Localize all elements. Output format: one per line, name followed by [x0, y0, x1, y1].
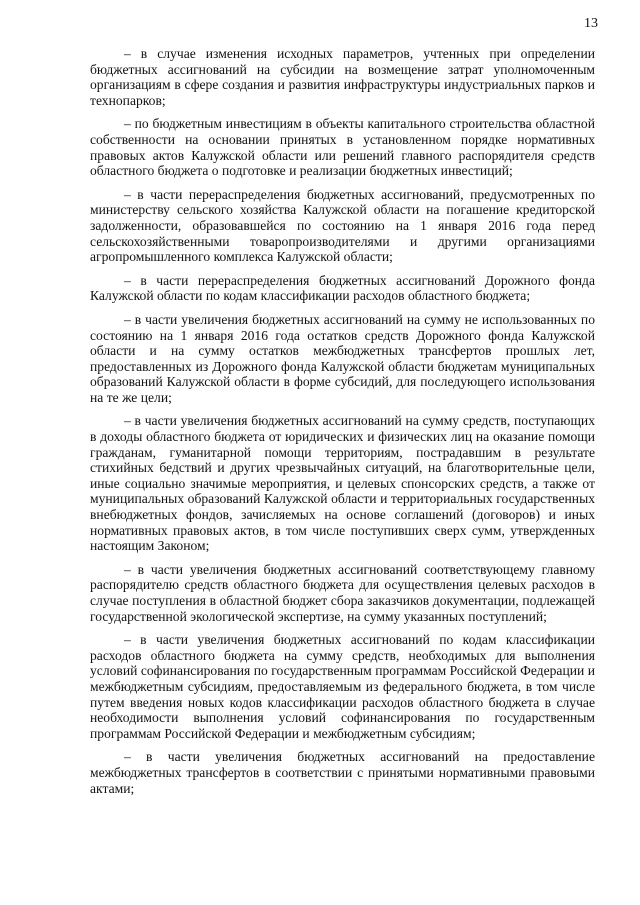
page-number: 13 [584, 16, 598, 31]
paragraph: – по бюджетным инвестициям в объекты капитального строительства областной собственности на основании принятых в установленном порядке нормативных правовых актов Калужской области или решений главного распорядителя средств областного бюджета о подготовке и реализации бюджетных инвестиций; [90, 116, 595, 179]
paragraph: – в части увеличения бюджетных ассигнований на сумму не использованных по состоянию на 1 января 2016 года остатков средств Дорожного фонда Калужской области и на сумму остатков межбюджетных трансфертов прошлых лет, предоставленных из Дорожного фонда Калужской области бюджетам муниципальных образований Калужской области в форме субсидий, для последующего использования на те же цели; [90, 311, 595, 405]
paragraph: – в части увеличения бюджетных ассигнований соответствующему главному распорядителю средств областного бюджета для осуществления целевых расходов в случае поступления в областной бюджет сбора заказчиков документации, подлежащей государственной экологической экспертизе, на сумму указанных поступлений; [90, 561, 595, 624]
paragraph: – в части увеличения бюджетных ассигнований на предоставление межбюджетных трансфертов в соответствии с принятыми нормативными правовыми актами; [90, 749, 595, 796]
paragraph: – в случае изменения исходных параметров, учтенных при определении бюджетных ассигнований на субсидии на возмещение затрат уполномоченным организациям в сфере создания и развития инфраструктуры индустриальных парков и технопарков; [90, 46, 595, 108]
document-body [90, 46, 595, 804]
paragraph: – в части перераспределения бюджетных ассигнований, предусмотренных по министерству сельского хозяйства Калужской области на погашение кредиторской задолженности, образовавшейся по состоянию на 1 января 2016 года перед сельскохозяйственными товаропроизводителями и другими организациями агропромышленного комплекса Калужской области; [90, 186, 595, 265]
paragraph: – в части увеличения бюджетных ассигнований по кодам классификации расходов областного бюджета на сумму средств, необходимых для выполнения условий софинансирования по государственным программам Российской Федерации и межбюджетным субсидиям, предоставляемым из федерального бюджета, в том числе путем введения новых кодов классификации расходов областного бюджета в случае необходимости выполнения условий софинансирования по государственным программам Российской Федерации и межбюджетным субсидиям; [90, 632, 595, 741]
paragraph: – в части перераспределения бюджетных ассигнований Дорожного фонда Калужской области по кодам классификации расходов областного бюджета; [90, 272, 595, 304]
paragraph: – в части увеличения бюджетных ассигнований на сумму средств, поступающих в доходы областного бюджета от юридических и физических лиц на оказание помощи гражданам, гуманитарной помощи территориям, пострадавшим в результате стихийных бедствий и других чрезвычайных ситуаций, на благотворительные цели, иные социально значимые мероприятия, и целевых спонсорских средств, а также от муниципальных образований Калужской области и территориальных государственных внебюджетных фондов, зачисляемых на основе соглашений (договоров) и иных нормативных правовых актов, в том числе поступивших сверх сумм, утвержденных настоящим Законом; [90, 413, 595, 554]
